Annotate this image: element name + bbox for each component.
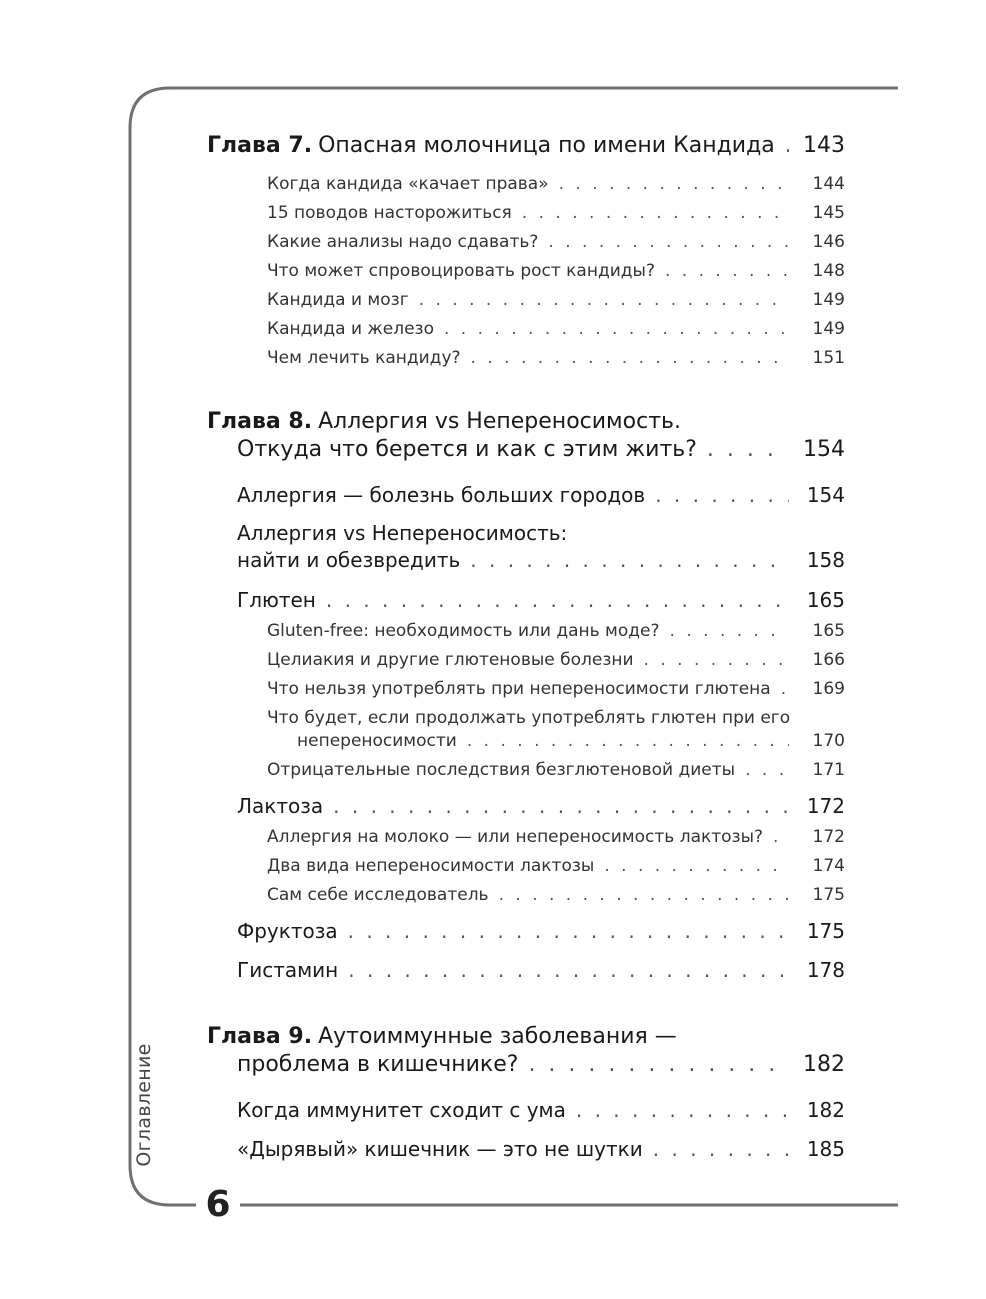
chapter-title-line1: Аллергия vs Непереносимость. [318, 409, 681, 434]
dot-leader [773, 827, 789, 847]
page-ref: 165 [812, 621, 845, 641]
entry-title: Что нельзя употреблять при непереносимости глютена [267, 679, 771, 699]
page-ref: 166 [812, 650, 845, 670]
toc-subsection[interactable] [267, 679, 845, 699]
dot-leader [653, 1137, 789, 1161]
entry-title: Отрицательные последствия безглютеновой диеты [267, 760, 736, 780]
entry-title: Чем лечить кандиду? [267, 348, 461, 368]
toc-subsection[interactable] [267, 856, 845, 876]
entry-title: Фруктоза [237, 919, 338, 943]
page-ref: 165 [806, 588, 845, 612]
dot-leader [528, 1052, 789, 1077]
dot-leader [348, 919, 789, 943]
toc-subsection[interactable] [267, 319, 845, 339]
toc-subsection[interactable] [267, 174, 845, 194]
entry-title: 15 поводов насторожиться [267, 203, 512, 223]
page-number: 6 [196, 1183, 240, 1227]
toc-subsection[interactable] [267, 290, 845, 310]
entry-title: Сам себе исследователь [267, 885, 489, 905]
page-ref: 175 [812, 885, 845, 905]
page-ref: 145 [812, 203, 845, 223]
dot-leader [665, 261, 789, 281]
chapter-title-line2: Откуда что берется и как с этим жить? [237, 437, 697, 462]
dot-leader [644, 650, 789, 670]
toc-chapter-7[interactable] [207, 133, 845, 158]
entry-title: Кандида и железо [267, 319, 434, 339]
entry-title: Лактоза [237, 794, 324, 818]
dot-leader [467, 731, 789, 751]
dot-leader [548, 232, 789, 252]
page-ref: 149 [812, 290, 845, 310]
entry-title: Какие анализы надо сдавать? [267, 232, 539, 252]
dot-leader [333, 794, 789, 818]
dot-leader [785, 133, 789, 158]
dot-leader [707, 437, 789, 462]
toc-subsection[interactable] [267, 621, 845, 641]
toc-section[interactable] [237, 588, 845, 612]
page-ref: 158 [806, 548, 845, 572]
dot-leader [522, 203, 789, 223]
dot-leader [604, 856, 789, 876]
toc-subsection-heading: Что будет, если продолжать употреблять глютен при его [267, 708, 791, 728]
dot-leader [670, 621, 789, 641]
chapter-label: Глава 9. [207, 1024, 313, 1049]
toc-section[interactable] [237, 1098, 845, 1122]
page-ref: 146 [812, 232, 845, 252]
page-ref: 174 [812, 856, 845, 876]
page-ref: 154 [803, 437, 845, 462]
dot-leader [348, 958, 789, 982]
dot-leader [471, 348, 789, 368]
toc-subsection[interactable] [267, 261, 845, 281]
dot-leader [326, 588, 789, 612]
entry-title: Что может спровоцировать рост кандиды? [267, 261, 655, 281]
section-side-label: Оглавление [133, 1031, 155, 1178]
entry-title: Когда иммунитет сходит с ума [237, 1098, 566, 1122]
page-ref: 182 [806, 1098, 845, 1122]
toc-section[interactable] [237, 794, 845, 818]
toc-chapter-9[interactable] [237, 1052, 845, 1077]
toc-chapter-8-heading[interactable] [207, 409, 845, 434]
chapter-label: Глава 7. [207, 133, 313, 158]
page-ref: 182 [803, 1052, 845, 1077]
page-ref: 154 [806, 483, 845, 507]
entry-title: Когда кандида «качает права» [267, 174, 549, 194]
entry-title: Gluten-free: необходимость или дань моде? [267, 621, 660, 641]
chapter-label: Глава 8. [207, 409, 313, 434]
dot-leader [419, 290, 789, 310]
chapter-title: Опасная молочница по имени Кандида [318, 133, 775, 158]
toc-section-heading: Аллергия vs Непереносимость: [237, 521, 568, 545]
chapter-title-line2: проблема в кишечнике? [237, 1052, 519, 1077]
page-ref: 172 [812, 827, 845, 847]
entry-title: Два вида непереносимости лактозы [267, 856, 595, 876]
toc-section[interactable] [237, 548, 845, 572]
page-ref: 144 [812, 174, 845, 194]
dot-leader [655, 483, 789, 507]
entry-title: непереносимости [297, 731, 457, 751]
page-ref: 169 [812, 679, 845, 699]
toc-section[interactable] [237, 483, 845, 507]
page-ref: 151 [812, 348, 845, 368]
toc-section[interactable] [237, 919, 845, 943]
chapter-title-line1: Аутоиммунные заболевания — [318, 1024, 677, 1049]
page-ref: 185 [806, 1137, 845, 1161]
toc-subsection[interactable] [267, 232, 845, 252]
dot-leader [781, 679, 789, 699]
toc-subsection[interactable] [267, 760, 845, 780]
entry-title: «Дырявый» кишечник — это не шутки [237, 1137, 643, 1161]
page-ref: 172 [806, 794, 845, 818]
toc-subsection[interactable] [267, 827, 845, 847]
toc-subsection[interactable] [267, 348, 845, 368]
toc-subsection[interactable] [267, 203, 845, 223]
toc-section[interactable] [237, 1137, 845, 1161]
page-ref: 149 [812, 319, 845, 339]
toc-chapter-8[interactable] [237, 437, 845, 462]
page-ref: 171 [812, 760, 845, 780]
toc-subsection[interactable] [267, 650, 845, 670]
entry-title: Аллергия на молоко — или непереносимость лактозы? [267, 827, 764, 847]
entry-title: Аллергия — болезнь больших городов [237, 483, 646, 507]
dot-leader [499, 885, 789, 905]
page-ref: 170 [812, 731, 845, 751]
page-ref: 143 [803, 133, 845, 158]
dot-leader [559, 174, 789, 194]
entry-title: Гистамин [237, 958, 339, 982]
page-ref: 178 [806, 958, 845, 982]
dot-leader [745, 760, 789, 780]
entry-title: Кандида и мозг [267, 290, 409, 310]
entry-title: Целиакия и другие глютеновые болезни [267, 650, 634, 670]
entry-title: найти и обезвредить [237, 548, 461, 572]
dot-leader [444, 319, 789, 339]
dot-leader [576, 1098, 789, 1122]
toc-section[interactable] [237, 958, 845, 982]
dot-leader [470, 548, 789, 572]
page-ref: 175 [806, 919, 845, 943]
toc-chapter-9-heading[interactable] [207, 1024, 845, 1049]
page-ref: 148 [812, 261, 845, 281]
entry-title: Глютен [237, 588, 316, 612]
toc-subsection[interactable] [297, 731, 845, 751]
toc-subsection[interactable] [267, 885, 845, 905]
